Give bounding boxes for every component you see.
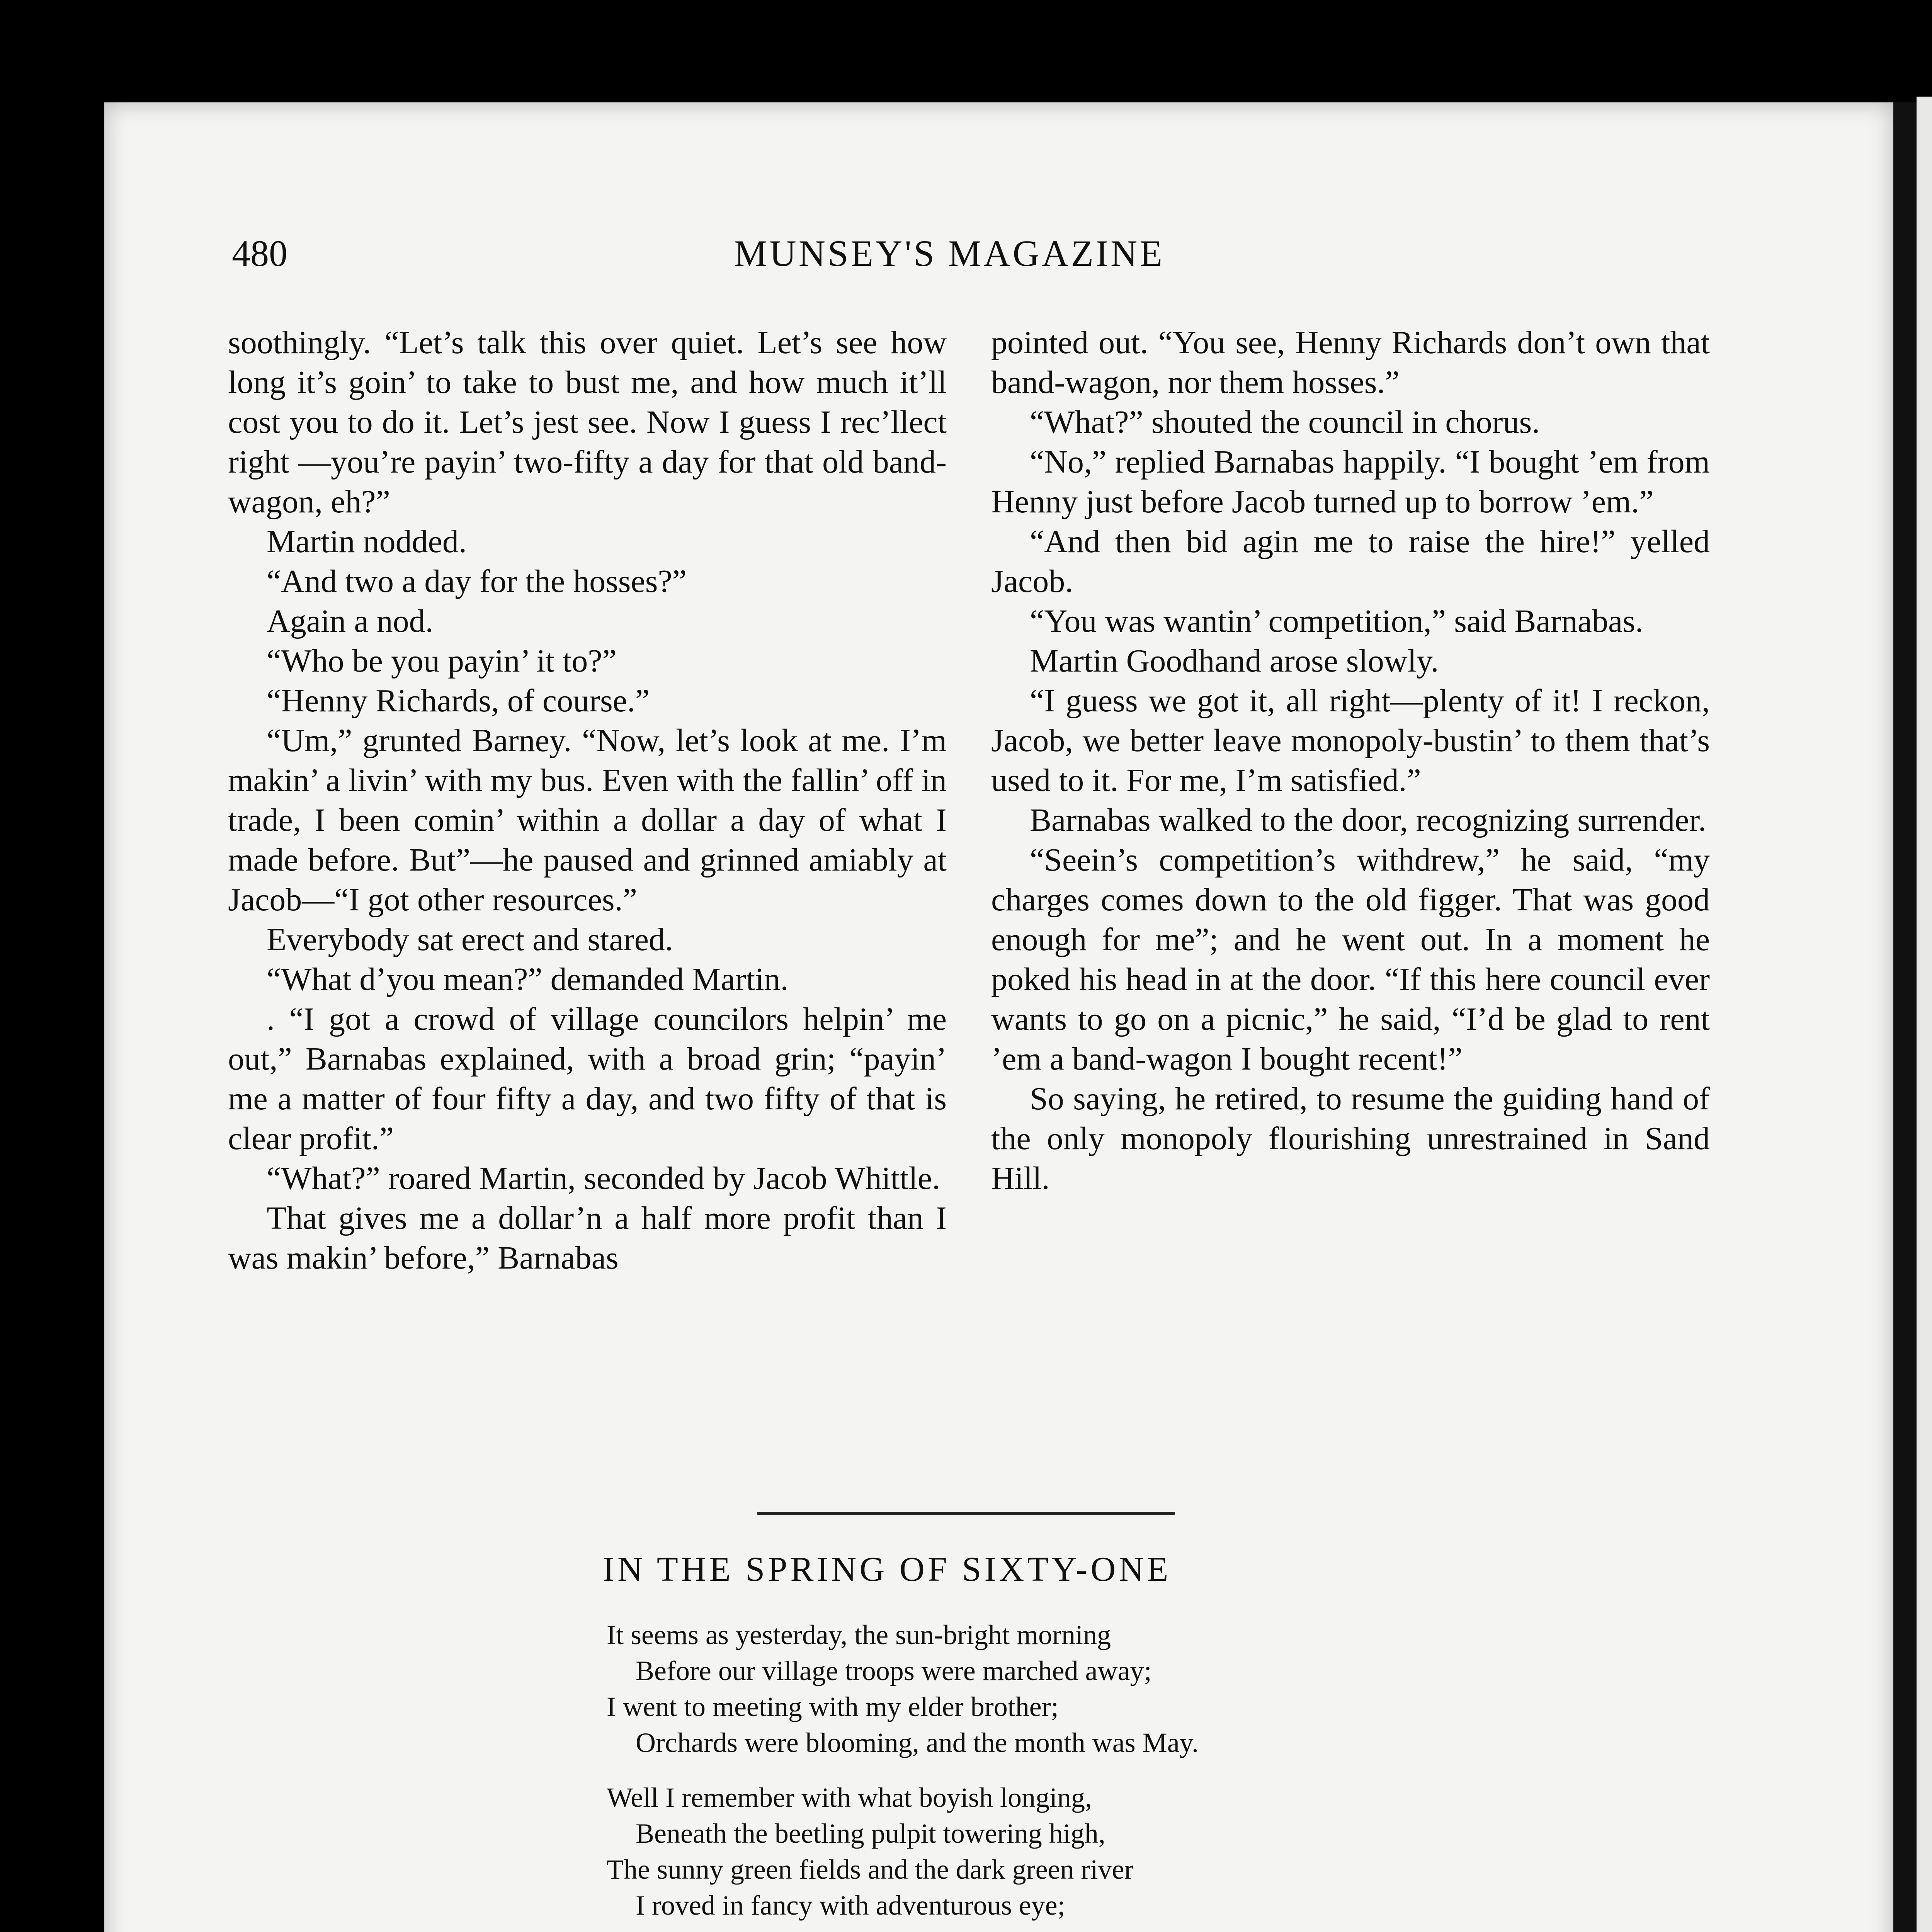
running-header-title: MUNSEY'S MAGAZINE — [734, 233, 1165, 274]
paragraph: Barnabas walked to the door, recognizing surrender. — [1030, 802, 1706, 838]
paragraph: “Henny Richards, of course.” — [267, 683, 650, 719]
paragraph: Everybody sat erect and stared. — [267, 922, 673, 957]
story-right-column — [991, 323, 1710, 1198]
paragraph: “What d’you mean?” demanded Martin. — [267, 961, 789, 997]
paragraph: “What?” roared Martin, seconded by Jacob Whittle. — [267, 1160, 940, 1196]
story-left-column — [228, 323, 947, 1278]
paragraph: “What?” shouted the council in chorus. — [1030, 404, 1540, 440]
page-number: 480 — [232, 233, 287, 274]
poem-line: Well I remember with what boyish longing, — [607, 1782, 1092, 1813]
paragraph: “No,” replied Barnabas happily. “I bought ’em from Henny just before Jacob turned up to borrow ’em.” — [991, 444, 1710, 520]
poem-line: I roved in fancy with adventurous eye; — [636, 1890, 1065, 1921]
paragraph: Martin Goodhand arose slowly. — [1030, 643, 1439, 679]
paragraph: soothingly. “Let’s talk this over quiet. Let’s see how long it’s goin’ to take to bust me, and how much it’ll cost you to do it. Let’s jest see. Now I guess I rec’llect right —you’re payin’ two-fifty a day for that old band-wagon, eh?” — [228, 325, 947, 520]
page-gutter-shadow — [1893, 102, 1917, 1932]
poem-line: Orchards were blooming, and the month was May. — [636, 1727, 1199, 1758]
paragraph: “Um,” grunted Barney. “Now, let’s look at me. I’m makin’ a livin’ with my bus. Even with the fallin’ off in trade, I been comin’ within a dollar a day of what I made before. But”—he paused and grinned amiably at Jacob—“I got other resources.” — [228, 723, 947, 918]
paragraph: Again a nod. — [267, 603, 434, 639]
paragraph: “You was wantin’ competition,” said Barnabas. — [1030, 603, 1643, 639]
paragraph: Martin nodded. — [267, 524, 467, 560]
poem-body — [607, 1617, 1457, 1932]
poem-line: Beneath the beetling pulpit towering high, — [636, 1818, 1105, 1849]
paragraph: . “I got a crowd of village councilors helpin’ me out,” Barnabas explained, with a broad grin; “payin’ me a matter of four fifty a day, and two fifty of that is clear profit.” — [228, 1001, 947, 1156]
facing-page-edge — [1917, 97, 1932, 1932]
paragraph: “And then bid agin me to raise the hire!” yelled Jacob. — [991, 524, 1710, 599]
paragraph: “I guess we got it, all right—plenty of it! I reckon, Jacob, we better leave monopoly-bustin’ to them that’s used to it. For me, I’m satisfied.” — [991, 683, 1710, 798]
poem-line: It seems as yesterday, the sun-bright morning — [607, 1619, 1111, 1650]
paragraph: “Seein’s competition’s withdrew,” he said, “my charges comes down to the old figger. That was good enough for me”; and he went out. In a moment he poked his head in at the door. “If this here council ever wants to go on a picnic,” he said, “I’d be glad to rent ’em a band-wagon I bought recent!” — [991, 842, 1710, 1077]
poem-line: I went to meeting with my elder brother; — [607, 1691, 1059, 1722]
paragraph: So saying, he retired, to resume the guiding hand of the only monopoly flourishing unrestrained in Sand Hill. — [991, 1081, 1710, 1196]
paragraph: “And two a day for the hosses?” — [267, 563, 687, 599]
section-divider — [757, 1512, 1175, 1515]
poem-line: The sunny green fields and the dark green river — [607, 1854, 1134, 1885]
paragraph: pointed out. “You see, Henny Richards don’t own that band-wagon, nor them hosses.” — [991, 325, 1710, 400]
poem-stanza — [607, 1617, 1457, 1761]
paragraph: That gives me a dollar’n a half more profit than I was makin’ before,” Barnabas — [228, 1200, 947, 1276]
poem-stanza — [607, 1780, 1457, 1923]
poem-title: IN THE SPRING OF SIXTY-ONE — [603, 1550, 1172, 1588]
paragraph: “Who be you payin’ it to?” — [267, 643, 617, 679]
poem-line: Before our village troops were marched away; — [636, 1655, 1152, 1686]
